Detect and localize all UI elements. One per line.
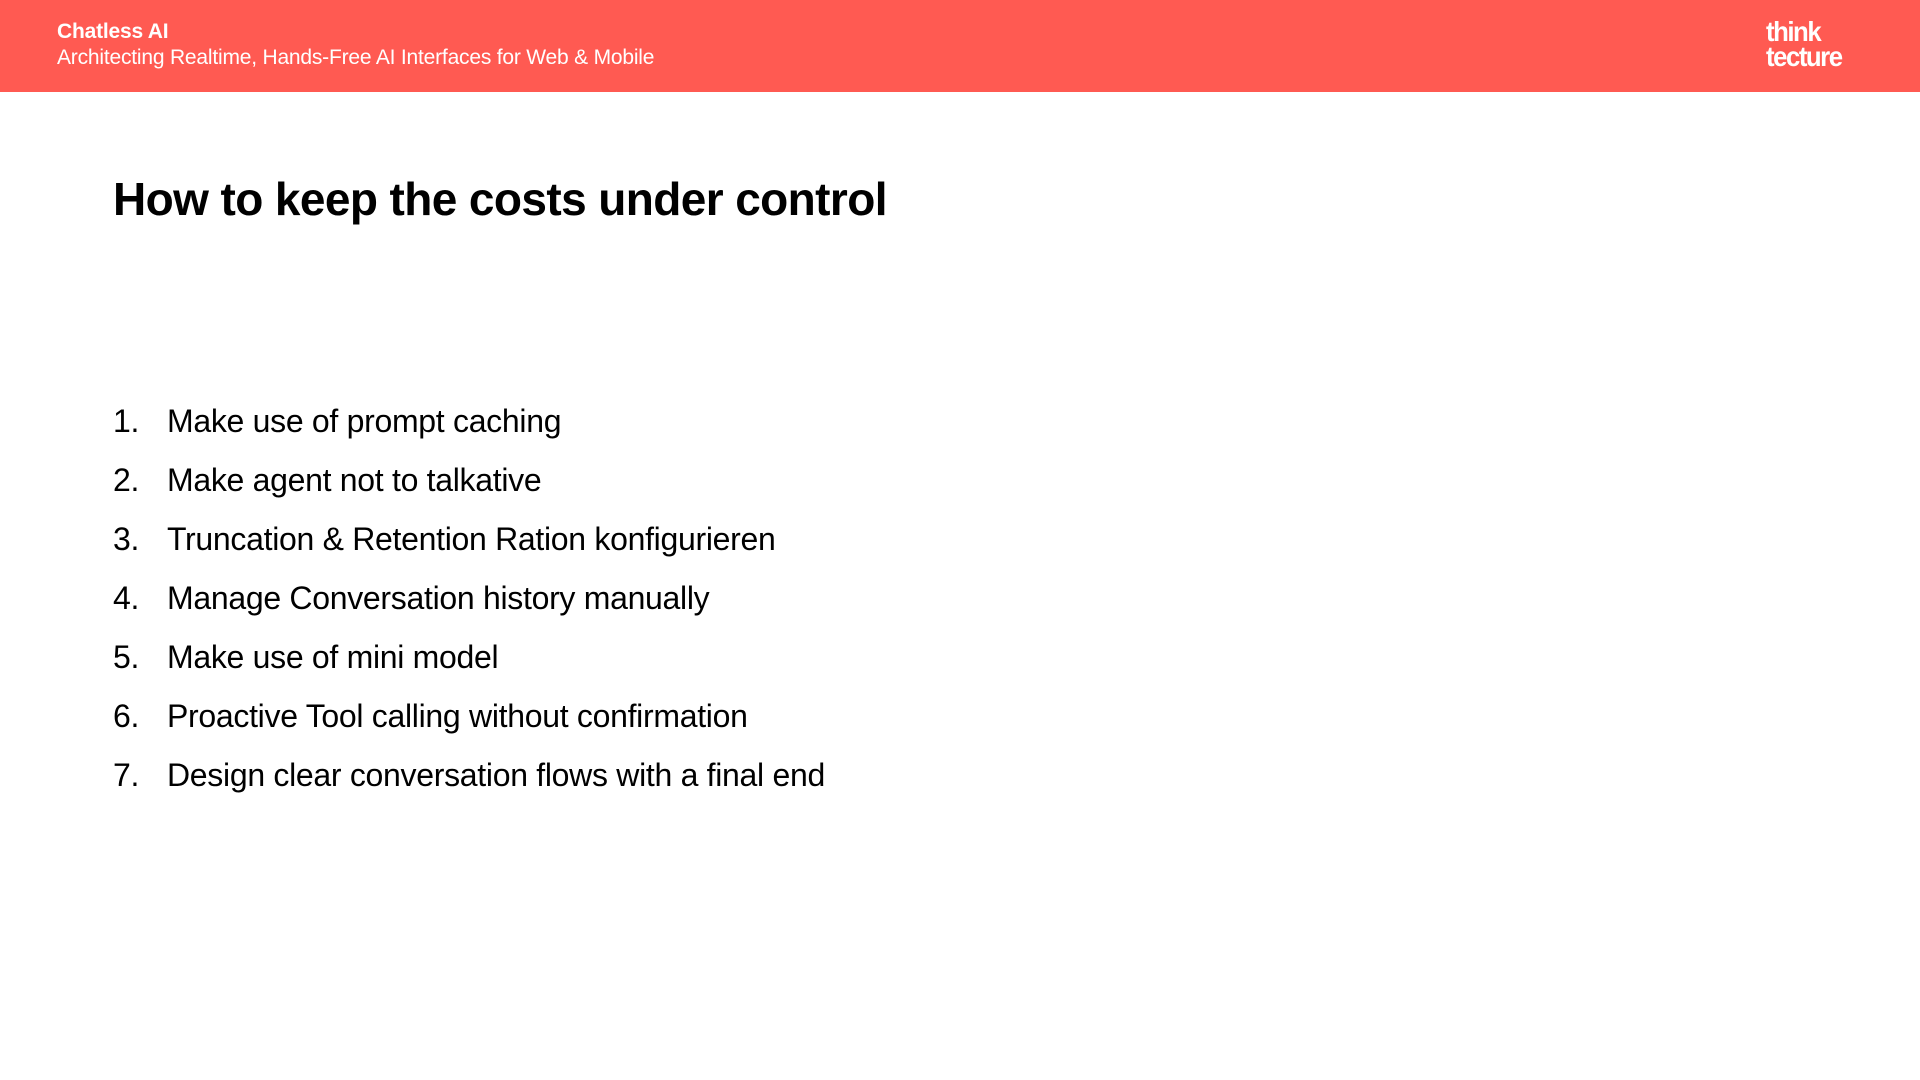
list-item-text: Make agent not to talkative — [167, 462, 542, 498]
thinktecture-logo — [1766, 16, 1842, 72]
list-item-number: 4. — [113, 580, 140, 616]
logo-line-think: think — [1766, 16, 1821, 47]
list-item-number: 1. — [113, 403, 140, 439]
slide-title: How to keep the costs under control — [113, 173, 887, 225]
list-item-number: 3. — [113, 521, 140, 557]
list-item-number: 5. — [113, 639, 140, 675]
list-item-text: Design clear conversation flows with a final end — [167, 757, 825, 793]
list-item-text: Truncation & Retention Ration konfigurieren — [167, 521, 776, 557]
header-title: Chatless AI — [57, 20, 169, 43]
list-item-number: 2. — [113, 462, 140, 498]
header-bar — [0, 0, 1920, 92]
list-item-text: Manage Conversation history manually — [167, 580, 710, 616]
list-item-text: Make use of prompt caching — [167, 403, 562, 439]
logo-line-tecture: tecture — [1766, 41, 1842, 72]
header-subtitle: Architecting Realtime, Hands-Free AI Interfaces for Web & Mobile — [57, 46, 655, 69]
list-item-number: 6. — [113, 698, 140, 734]
list-item-number: 7. — [113, 757, 140, 793]
list-item-text: Proactive Tool calling without confirmation — [167, 698, 748, 734]
list-item-text: Make use of mini model — [167, 639, 499, 675]
